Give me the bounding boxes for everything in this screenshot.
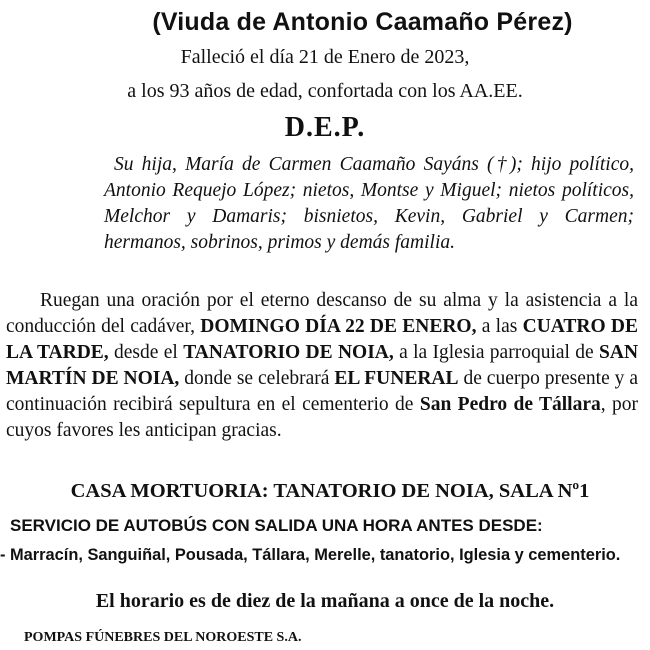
body-text-6: de cuerpo presente y a continuación recibirá sepultura en el cementerio de [6, 368, 639, 415]
death-date-line: Falleció el día 21 de Enero de 2023, [180, 46, 470, 68]
origin-highlight: TANATORIO DE NOIA, [183, 342, 394, 363]
casa-mortuoria: CASA MORTUORIA: TANATORIO DE NOIA, SALA Nº1 [70, 480, 590, 502]
cemetery-highlight: San Pedro de Tállara [419, 394, 601, 415]
body-text-3: desde el [114, 342, 178, 363]
church-highlight: SAN MARTÍN DE NOIA, [6, 342, 639, 389]
time-highlight: CUATRO DE LA TARDE, [6, 316, 639, 363]
body-text-7: , por cuyos favores les anticipan gracias. [6, 394, 639, 441]
bus-service-heading: SERVICIO DE AUTOBÚS CON SALIDA UNA HORA ANTES DESDE: [10, 516, 543, 535]
body-text-5: donde se celebrará [184, 368, 330, 389]
title-text: (Viuda de Antonio Caamaño Pérez) [152, 8, 573, 36]
body-text-2: a las [481, 316, 518, 337]
visiting-hours: El horario es de diez de la mañana a once de la noche. [95, 590, 555, 612]
body-text-1: Ruegan una oración por el eterno descanso de su alma y la asistencia a la conducción del cadáver, [6, 290, 638, 337]
dep-heading: D.E.P. [284, 112, 366, 143]
ceremony-paragraph [6, 288, 638, 444]
funeral-home: POMPAS FÚNEBRES DEL NOROESTE S.A. [24, 630, 302, 645]
title [0, 8, 650, 37]
bus-service-stops: - Marracín, Sanguiñal, Pousada, Tállara, Merelle, tanatorio, Iglesia y cementerio. [0, 546, 621, 564]
day-highlight: DOMINGO DÍA 22 DE ENERO, [200, 316, 477, 337]
family-paragraph: Su hija, María de Carmen Caamaño Sayáns (†); hijo político, Antonio Requejo López; nietos, Montse y Miguel; nietos políticos, Melchor y Damaris; bisnietos, Kevin, Gabriel y Carmen; hermanos, sobrinos, primos y demás familia. [104, 154, 634, 253]
funeral-highlight: EL FUNERAL [334, 368, 459, 389]
body-text-4: a la Iglesia parroquial de [399, 342, 594, 363]
age-line: a los 93 años de edad, confortada con los AA.EE. [127, 80, 523, 102]
